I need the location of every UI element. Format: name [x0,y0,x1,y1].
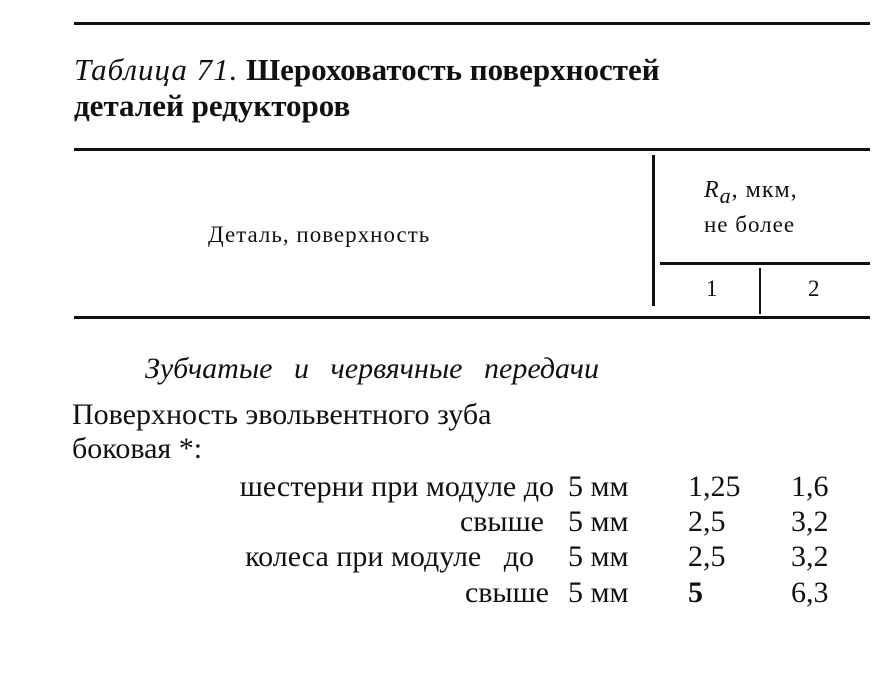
table-row-value-1: 5 [688,576,703,609]
header-top-rule [74,148,870,151]
table-row-value-2: 1,6 [791,470,829,503]
intro-line-2: боковая *: [72,432,203,465]
table-row-label: колеса при модуле до [245,540,534,573]
table-row-value-2: 3,2 [791,540,829,573]
table-row-value-1: 2,5 [688,540,726,573]
table-row-module: 5 мм [568,505,629,538]
table-row-module: 5 мм [568,470,629,503]
caption-title-part-2: деталей редукторов [74,88,351,123]
ra-symbol: R [704,177,720,203]
ra-subheader-rule [660,262,870,265]
ra-subscript: a [719,182,732,208]
table-caption [74,52,834,124]
subcol-divider [759,268,761,314]
table-row-label: шестерни при модуле до [239,470,554,503]
header-vertical-divider [652,155,655,306]
table-row-value-2: 3,2 [791,505,829,538]
intro-line-1: Поверхность эвольвентного зуба [72,398,492,431]
table-row-label: свыше [459,505,544,538]
table-row-value-2: 6,3 [791,576,829,609]
table-row-module: 5 мм [568,540,629,573]
subcol-1-label: 1 [706,276,719,301]
col-header-part: Деталь, поверхность [208,222,431,247]
table-row-module: 5 мм [568,576,629,609]
section-heading: Зубчатые и червячные передачи [145,352,599,385]
subcol-2-label: 2 [808,276,821,301]
ra-header-limit: не более [704,212,796,237]
caption-label: Таблица 71. [74,52,239,87]
ra-unit: , мкм, [731,177,798,203]
header-bottom-rule [74,316,870,319]
top-rule [74,22,870,25]
caption-line-1 [74,52,834,88]
caption-title-part-1: Шероховатость поверхностей [246,52,660,87]
table-row-value-1: 2,5 [688,505,726,538]
table-row-value-1: 1,25 [688,470,741,503]
ra-header-line-1 [704,177,798,209]
table-row-label: свыше [464,576,549,609]
